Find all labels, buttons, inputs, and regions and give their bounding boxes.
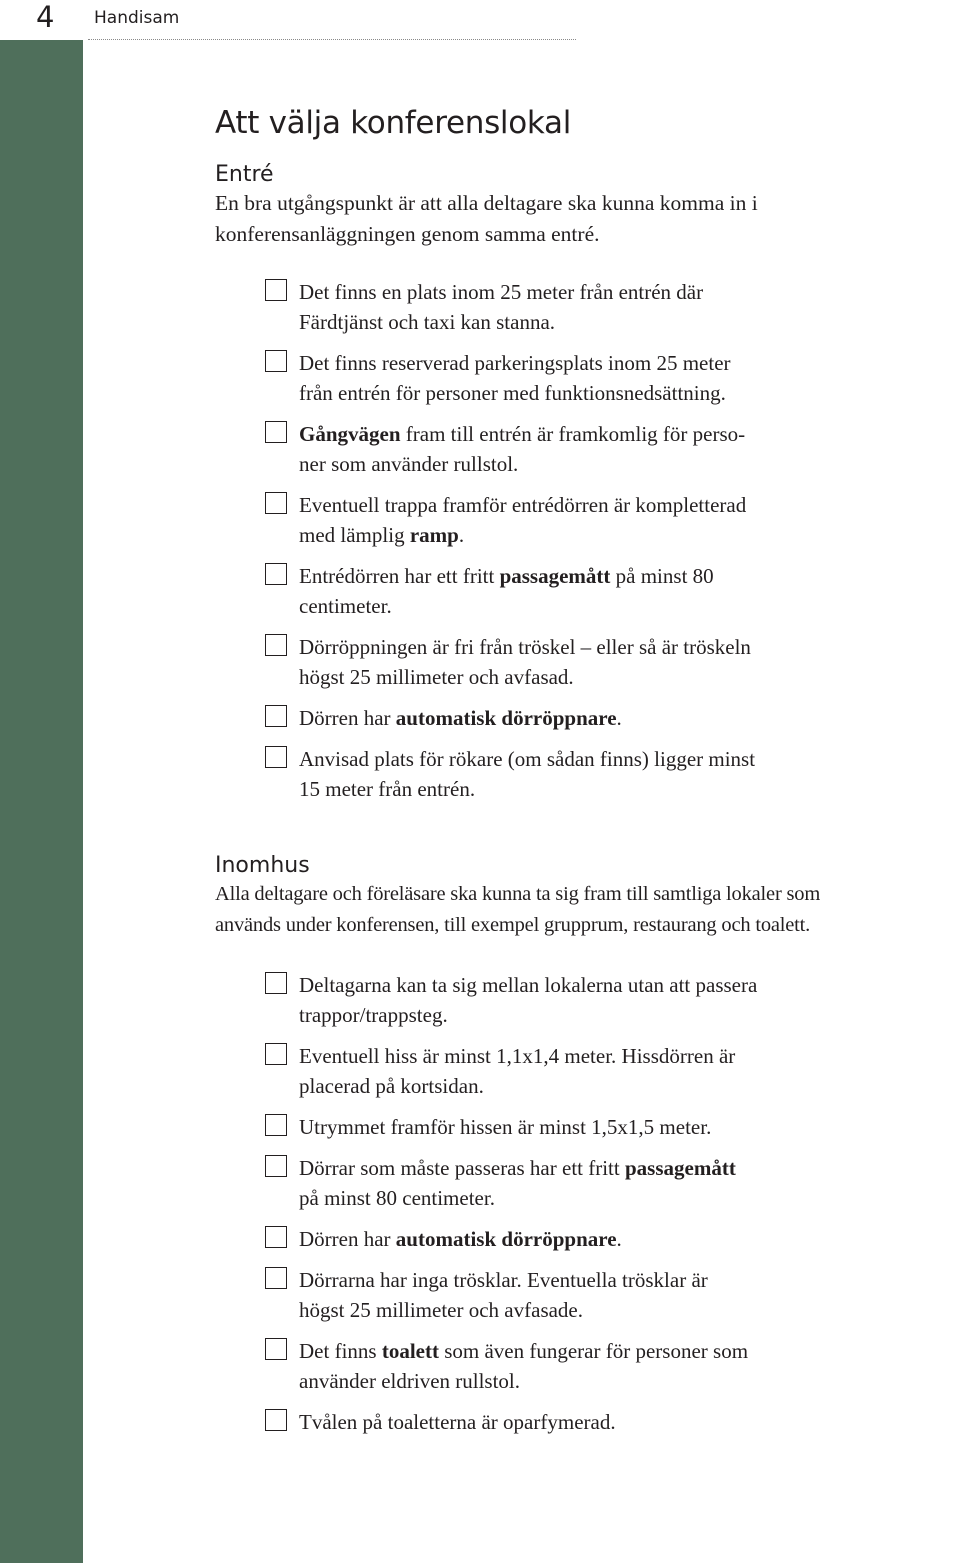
checkbox[interactable] — [265, 1338, 287, 1360]
item-text: . — [616, 1227, 622, 1251]
section-heading-inomhus: Inomhus — [215, 853, 310, 878]
page-number: 4 — [36, 0, 55, 34]
checklist-inomhus — [215, 970, 960, 1437]
item-bold-text: Gångvägen — [299, 422, 401, 446]
item-text: . — [616, 706, 622, 730]
checklist-item — [215, 1265, 960, 1325]
checklist-item — [215, 490, 960, 550]
checkbox[interactable] — [265, 279, 287, 301]
item-text: fram till entrén är framkomlig för perso- ner som använder rullstol. — [299, 422, 746, 476]
checkbox[interactable] — [265, 1114, 287, 1136]
item-bold-text: automatisk dörröppnare — [395, 1227, 617, 1251]
checkbox[interactable] — [265, 1043, 287, 1065]
item-text: Utrymmet framför hissen är minst 1,5x1,5 meter. — [299, 1115, 712, 1139]
item-bold-text: passagemått — [499, 564, 611, 588]
item-text: som även fungerar för personer som använder eldriven rullstol. — [299, 1339, 749, 1393]
item-text: Dörrarna har inga trösklar. Eventuella trösklar är högst 25 millimeter och avfasade. — [299, 1268, 708, 1322]
checkbox[interactable] — [265, 1267, 287, 1289]
item-text: på minst 80 centimeter. — [299, 564, 714, 618]
checklist-entre — [215, 277, 960, 804]
item-text: Eventuell hiss är minst 1,1x1,4 meter. Hissdörren är placerad på kortsidan. — [299, 1044, 736, 1098]
section-heading-entre: Entré — [215, 162, 274, 187]
item-text: Dörren har — [299, 1227, 396, 1251]
item-text: Tvålen på toaletterna är oparfymerad. — [299, 1410, 616, 1434]
item-text: Det finns reserverad parkeringsplats inom 25 meter från entrén för personer med funktionsnedsättning. — [299, 351, 731, 405]
item-bold-text: ramp — [409, 523, 459, 547]
item-bold-text: passagemått — [624, 1156, 736, 1180]
section-intro-entre: En bra utgångspunkt är att alla deltagare ska kunna komma in i konferensanläggningen genom samma entré. — [215, 191, 758, 246]
checkbox[interactable] — [265, 1409, 287, 1431]
item-text: Det finns en plats inom 25 meter från entrén där Färdtjänst och taxi kan stanna. — [299, 280, 704, 334]
checkbox[interactable] — [265, 972, 287, 994]
checkbox[interactable] — [265, 705, 287, 727]
checklist-item — [215, 419, 960, 479]
running-title: Handisam — [94, 8, 180, 28]
checklist-item — [215, 1112, 960, 1142]
checklist-item — [215, 1041, 960, 1101]
item-text: Eventuell trappa framför entrédörren är kompletterad med lämplig — [299, 493, 747, 547]
item-text: Deltagarna kan ta sig mellan lokalerna utan att passera trappor/trappsteg. — [299, 973, 758, 1027]
item-text: på minst 80 centimeter. — [299, 1186, 495, 1210]
checkbox[interactable] — [265, 421, 287, 443]
item-text: Anvisad plats för rökare (om sådan finns) ligger minst 15 meter från entrén. — [299, 747, 756, 801]
checklist-item — [215, 277, 960, 337]
item-bold-text: toalett — [381, 1339, 439, 1363]
checklist-item — [215, 348, 960, 408]
item-text: Det finns — [299, 1339, 382, 1363]
item-text: Dörrar som måste passeras har ett fritt — [299, 1156, 625, 1180]
checklist-item — [215, 1336, 960, 1396]
checklist-item — [215, 1224, 960, 1254]
item-bold-text: automatisk dörröppnare — [395, 706, 617, 730]
checkbox[interactable] — [265, 563, 287, 585]
checkbox[interactable] — [265, 350, 287, 372]
checklist-item — [215, 744, 960, 804]
checklist-item — [215, 561, 960, 621]
checklist-item — [215, 632, 960, 692]
checkbox[interactable] — [265, 746, 287, 768]
header-dotted-rule — [88, 39, 576, 40]
checkbox[interactable] — [265, 1226, 287, 1248]
sidebar-band — [0, 40, 83, 1563]
checkbox[interactable] — [265, 1155, 287, 1177]
item-text: Dörren har — [299, 706, 396, 730]
item-text: Entrédörren har ett fritt — [299, 564, 500, 588]
checklist-item — [215, 970, 960, 1030]
checkbox[interactable] — [265, 634, 287, 656]
checklist-item — [215, 1407, 960, 1437]
checklist-item — [215, 1153, 960, 1213]
item-text: Dörröppningen är fri från tröskel – eller så är tröskeln högst 25 millimeter och avfasad. — [299, 635, 751, 689]
checkbox[interactable] — [265, 492, 287, 514]
main-content — [215, 104, 960, 1448]
section-intro-inomhus: Alla deltagare och föreläsare ska kunna ta sig fram till samtliga lokaler som används under konferensen, till exempel grupprum, restaurang och toalett. — [215, 883, 821, 936]
item-text: . — [458, 523, 465, 547]
checklist-item — [215, 703, 960, 733]
page-title: Att välja konferenslokal — [215, 105, 572, 141]
